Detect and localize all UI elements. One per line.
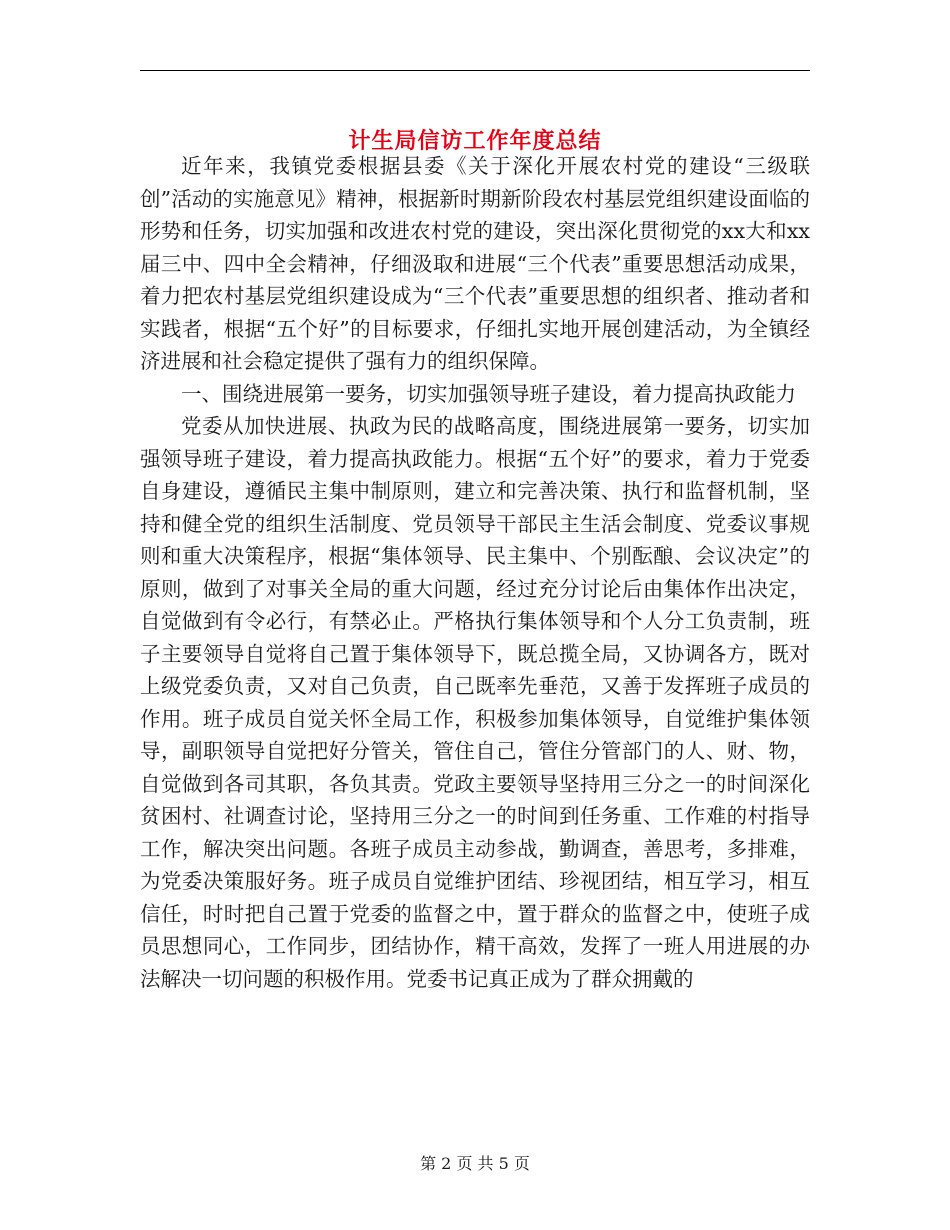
section-heading: 一、围绕进展第一要务，切实加强领导班子建设，着力提高执政能力 — [181, 381, 796, 406]
intro-paragraph: 近年来，我镇党委根据县委《关于深化开展农村党的建设“三级联创”活动的实施意见》精神，根据新时期新阶段农村基层党组织建设面临的形势和任务，切实加强和改进农村党的建设，突出深化贯彻党的xx大和xx届三中、四中全会精神，仔细汲取和进展“三个代表”重要思想活动成果，着力把农村基层党组织建设成为“三个代表”重要思想的组织者、推动者和实践者，根据“五个好”的目标要求，仔细扎实地开展创建活动，为全镇经济进展和社会稳定提供了强有力的组织保障。 — [140, 154, 810, 373]
header-rule — [140, 70, 810, 71]
page-number: 第 2 页 共 5 页 — [420, 1154, 530, 1173]
body-paragraph: 党委从加快进展、执政为民的战略高度，围绕进展第一要务，切实加强领导班子建设，着力提高执政能力。根据“五个好”的要求，着力于党委自身建设，遵循民主集中制原则，建立和完善决策、执行和监督机制，坚持和健全党的组织生活制度、党员领导干部民主生活会制度、党委议事规则和重大决策程序，根据“集体领导、民主集中、个别酝酿、会议决定”的原则，做到了对事关全局的重大问题，经过充分讨论后由集体作出决定，自觉做到有令必行，有禁必止。严格执行集体领导和个人分工负责制，班子主要领导自觉将自己置于集体领导下，既总揽全局，又协调各方，既对上级党委负责，又对自己负责，自己既率先垂范，又善于发挥班子成员的作用。班子成员自觉关怀全局工作，积极参加集体领导，自觉维护集体领导，副职领导自觉把好分管关，管住自己，管住分管部门的人、财、物，自觉做到各司其职，各负其责。党政主要领导坚持用三分之一的时间深化贫困村、社调查讨论，坚持用三分之一的时间到任务重、工作难的村指导工作，解决突出问题。各班子成员主动参战，勤调查，善思考，多排难，为党委决策服好务。班子成员自觉维护团结、珍视团结，相互学习，相互信任，时时把自己置于党委的监督之中，置于群众的监督之中，使班子成员思想同心，工作同步，团结协作，精干高效，发挥了一班人用进展的办法解决一切问题的积极作用。党委书记真正成为了群众拥戴的 — [140, 414, 810, 991]
document-body — [140, 150, 810, 995]
document-title: 计生局信访工作年度总结 — [348, 128, 602, 154]
